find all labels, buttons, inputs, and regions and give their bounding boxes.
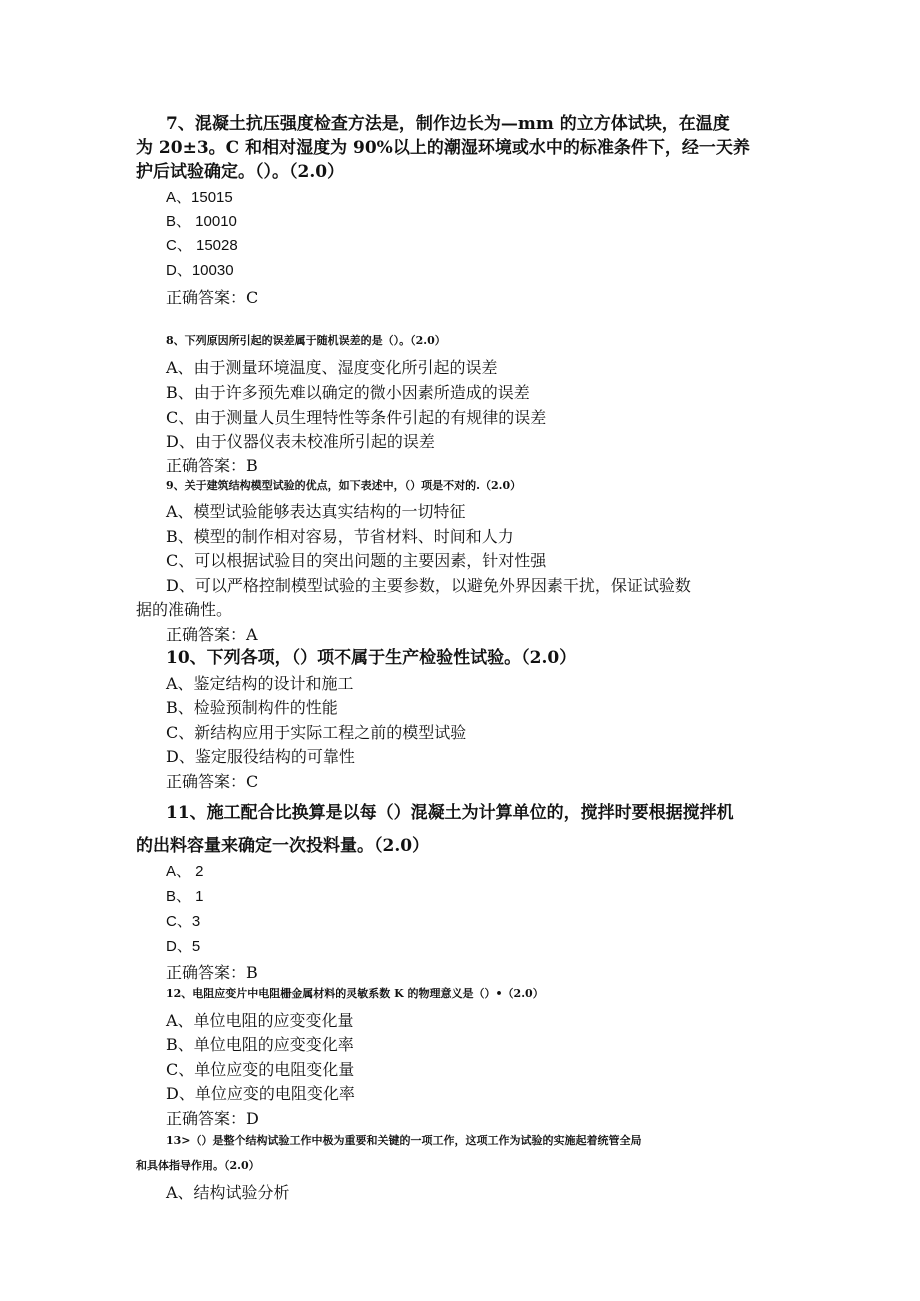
question-11-option-c: C、3 — [166, 913, 201, 930]
question-11-option-d: D、5 — [166, 938, 201, 955]
question-9-option-c: C、可以根据试验目的突出问题的主要因素，针对性强 — [166, 551, 547, 570]
question-8-option-c: C、由于测量人员生理特性等条件引起的有规律的误差 — [166, 408, 547, 427]
question-8-text: 8、下列原因所引起的误差属于随机误差的是（）。（2.0） — [166, 334, 446, 347]
question-12-option-d: D、单位应变的电阻变化率 — [166, 1084, 355, 1103]
question-10-option-a: A、鉴定结构的设计和施工 — [166, 674, 354, 693]
question-8-answer: 正确答案：B — [166, 456, 258, 475]
question-7-option-d: D、10030 — [166, 262, 234, 279]
question-11-option-b: B、 1 — [166, 888, 204, 905]
question-10-answer: 正确答案：C — [166, 772, 259, 791]
question-13-text-line2: 和具体指导作用。（2.0） — [136, 1159, 260, 1172]
question-12-option-a: A、单位电阻的应变变化量 — [166, 1011, 354, 1030]
question-7-option-a: A、15015 — [166, 189, 233, 206]
question-12-answer: 正确答案：D — [166, 1109, 259, 1128]
question-7-text: 7、混凝土抗压强度检查方法是，制作边长为—mm 的立方体试块，在温度 — [166, 114, 730, 134]
question-8-option-a: A、由于测量环境温度、湿度变化所引起的误差 — [166, 358, 498, 377]
question-9-text: 9、关于建筑结构模型试验的优点，如下表述中，（）项是不对的.（2.0） — [166, 479, 522, 492]
question-7-text-line2: 为 20±3。C 和相对湿度为 90%以上的潮湿环境或水中的标准条件下，经一天养 — [136, 138, 750, 158]
question-12-option-c: C、单位应变的电阻变化量 — [166, 1060, 355, 1079]
question-9-option-d: D、可以严格控制模型试验的主要参数，以避免外界因素干扰，保证试验数 — [166, 576, 691, 595]
question-11-option-a: A、 2 — [166, 863, 204, 880]
question-8-option-b: B、由于许多预先难以确定的微小因素所造成的误差 — [166, 383, 530, 402]
question-11-answer: 正确答案：B — [166, 963, 258, 982]
question-12-text: 12、电阻应变片中电阻栅金属材料的灵敏系数 K 的物理意义是（）•（2.0） — [166, 987, 544, 1000]
question-13-text: 13>（）是整个结构试验工作中极为重要和关键的一项工作，这项工作为试验的实施起着统管全局 — [166, 1134, 642, 1147]
question-9-option-d-continuation: 据的准确性。 — [136, 600, 233, 619]
question-7-text-line3: 护后试验确定。（）。（2.0） — [136, 162, 345, 182]
question-9-option-a: A、模型试验能够表达真实结构的一切特征 — [166, 502, 466, 521]
question-11-text: 11、施工配合比换算是以每（）混凝土为计算单位的，搅拌时要根据搅拌机 — [166, 803, 734, 823]
question-11-text-line2: 的出料容量来确定一次投料量。（2.0） — [136, 836, 430, 856]
question-7-option-b: B、 10010 — [166, 213, 237, 230]
question-10-option-c: C、新结构应用于实际工程之前的模型试验 — [166, 723, 467, 742]
question-8-option-d: D、由于仪器仪表未校准所引起的误差 — [166, 432, 435, 451]
question-10-option-b: B、检验预制构件的性能 — [166, 698, 338, 717]
question-7-answer: 正确答案：C — [166, 288, 259, 307]
question-13-option-a: A、结构试验分析 — [166, 1183, 290, 1202]
question-10-option-d: D、鉴定服役结构的可靠性 — [166, 747, 355, 766]
question-9-option-b: B、模型的制作相对容易，节省材料、时间和人力 — [166, 527, 514, 546]
question-9-answer: 正确答案：A — [166, 625, 258, 644]
question-7-option-c: C、 15028 — [166, 237, 238, 254]
question-12-option-b: B、单位电阻的应变变化率 — [166, 1035, 354, 1054]
question-10-text: 10、下列各项，（）项不属于生产检验性试验。（2.0） — [166, 648, 577, 668]
